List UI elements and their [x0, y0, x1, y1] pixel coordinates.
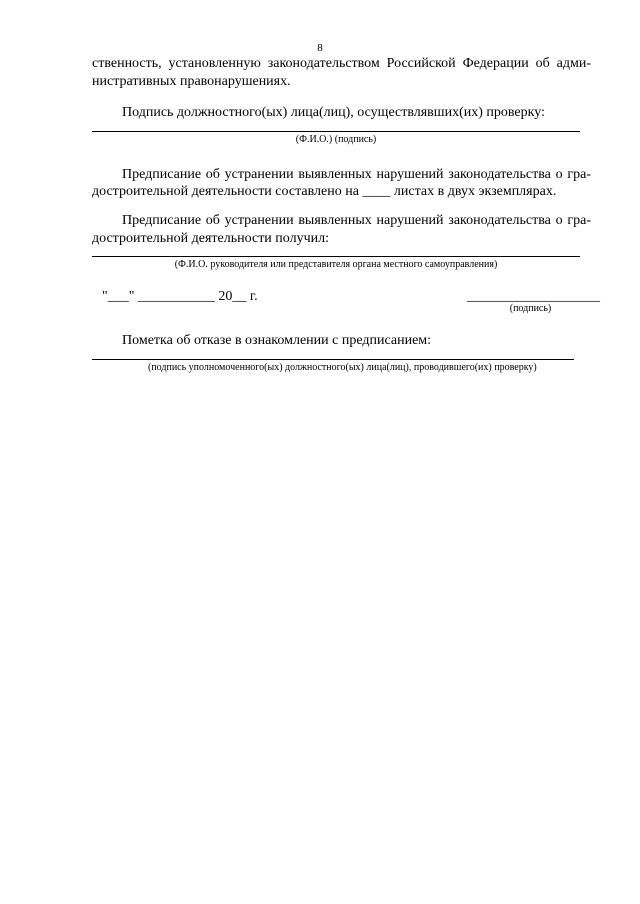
- prescription-received-line-2: достроительной деятельности получил:: [92, 231, 330, 246]
- refusal-label: Пометка об отказе в ознакомлении с предписанием:: [122, 333, 432, 348]
- date-field: "___" ___________ 20__ г.: [102, 289, 258, 304]
- prescription-received-line-1: Предписание об устранении выявленных нарушений законодательства о гра-: [122, 213, 591, 228]
- refusal-caption: (подпись уполномоченного(ых) должностного(ых) лица(лиц), проводившего(их) проверку): [148, 362, 537, 373]
- continuation-line-2: нистративных правонарушениях.: [92, 74, 291, 89]
- receiver-signature-caption: (подпись): [509, 303, 552, 314]
- prescription-compiled-line-1: Предписание об устранении выявленных нарушений законодательства о гра-: [122, 167, 591, 182]
- page-number: 8: [317, 42, 323, 54]
- continuation-line-1: ственность, установленную законодательством Российской Федерации об адми-: [92, 56, 591, 71]
- inspector-signature-caption: (Ф.И.О.) (подпись): [295, 134, 377, 145]
- prescription-compiled-line-2: достроительной деятельности составлено на ____ листах в двух экземплярах.: [92, 184, 557, 199]
- receiver-name-line: [92, 256, 580, 257]
- receiver-caption: (Ф.И.О. руководителя или представителя органа местного самоуправления): [174, 259, 498, 270]
- inspector-signature-label: Подпись должностного(ых) лица(лиц), осуществлявших(их) проверку:: [122, 105, 545, 120]
- refusal-signature-line: [92, 359, 574, 360]
- inspector-signature-line: [92, 131, 580, 132]
- receiver-signature-line: ___________________: [467, 289, 600, 304]
